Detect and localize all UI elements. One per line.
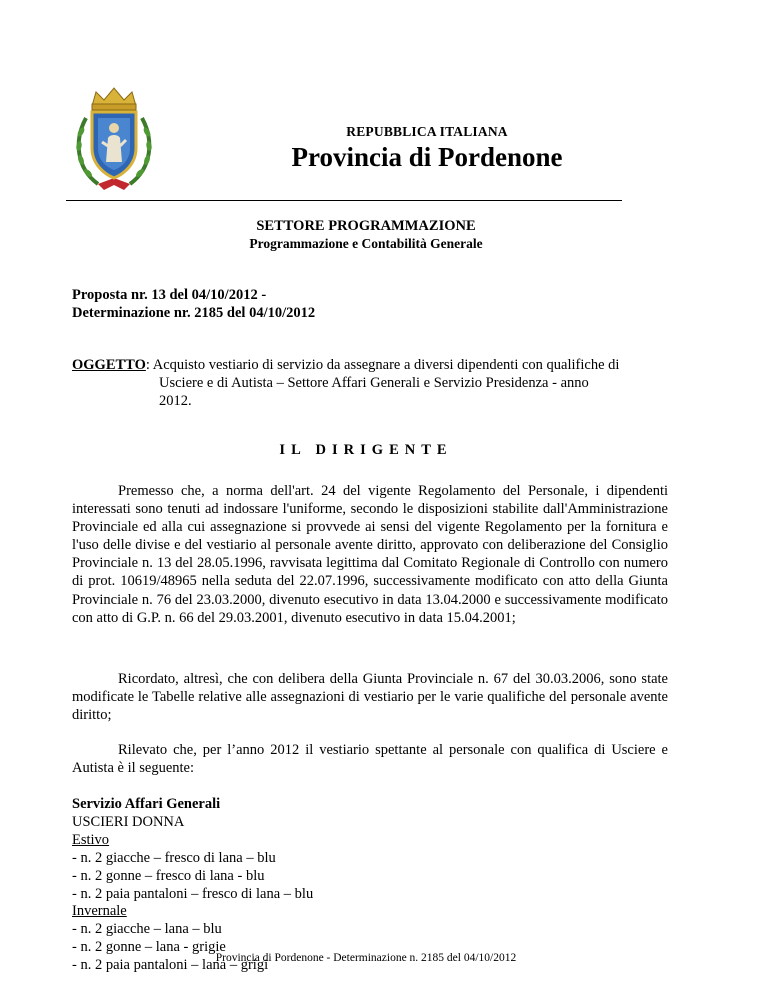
subject-continuation: Usciere e di Autista – Settore Affari Generali e Servizio Presidenza - anno — [159, 375, 589, 391]
header-divider — [66, 200, 622, 201]
list-item: - n. 2 giacche – lana – blu — [72, 921, 222, 938]
winter-heading: Invernale — [72, 903, 127, 920]
subject-text: : Acquisto vestiario di servizio da assegnare a diversi dipendenti con qualifiche di — [145, 357, 620, 373]
paragraph-premesso — [72, 482, 668, 627]
paragraph-rilevato — [72, 741, 668, 777]
list-item: - n. 2 gonne – lana - grigie — [72, 939, 226, 956]
subject-continuation-end: 2012. — [159, 393, 192, 409]
republic-heading: REPUBBLICA ITALIANA — [346, 124, 508, 139]
sector-name: SETTORE PROGRAMMAZIONE — [256, 218, 476, 234]
summer-heading: Estivo — [72, 831, 110, 848]
subject-line — [72, 356, 668, 374]
list-item: - n. 2 giacche – fresco di lana – blu — [72, 849, 276, 866]
paragraph-ricordato — [72, 670, 668, 724]
paragraph-text: Ricordato, altresì, che con delibera della Giunta Provinciale n. 67 del 30.03.2006, sono state modificate le Tabelle relative alle assegnazioni di vestiario per le varie qualifiche del personale avente diritto; — [72, 671, 668, 724]
proposal-number: Proposta nr. 13 del 04/10/2012 - — [72, 287, 267, 303]
section-heading: IL DIRIGENTE — [279, 442, 453, 458]
page-title: Provincia di Pordenone — [291, 142, 563, 172]
determination-number: Determinazione nr. 2185 del 04/10/2012 — [72, 305, 316, 321]
paragraph-text: Rilevato che, per l’anno 2012 il vestiario spettante al personale con qualifica di Usciere e Autista è il seguente: — [72, 742, 668, 777]
clothing-list — [72, 796, 313, 975]
list-item: - n. 2 gonne – fresco di lana - blu — [72, 867, 265, 884]
page-footer: Provincia di Pordenone - Determinazione n. 2185 del 04/10/2012 — [215, 952, 517, 964]
paragraph-text: Premesso che, a norma dell'art. 24 del vigente Regolamento del Personale, i dipendenti interessati sono tenuti ad indossare l'uniforme, secondo le disposizioni stabilite dall'Amministrazione Provinciale ed alla cui assegnazione si provvede ai sensi del vigente Regolamento per la fornitura e l'uso delle divise e del vestiario al personale avente diritto, approvato con deliberazione del Consiglio Provinciale n. 13 del 28.05.1996, ravvisata legittima dal Comitato Regionale di Controllo con numero di prot. 10619/48965 nella seduta del 22.07.1996, successivamente modificato con atto della Giunta Provinciale n. 76 del 23.03.2000, divenuto esecutivo in data 13.04.2000 e successivamente modificato con atto di G.P. n. 66 del 29.03.2001, divenuto esecutivo in data 15.04.2001; — [72, 483, 668, 626]
subject-label: OGGETTO — [72, 357, 146, 373]
coat-of-arms-icon — [72, 84, 156, 196]
sector-office: Programmazione e Contabilità Generale — [249, 236, 483, 251]
category-heading: USCIERI DONNA — [72, 813, 185, 830]
service-heading: Servizio Affari Generali — [72, 796, 221, 812]
list-item: - n. 2 paia pantaloni – fresco di lana – blu — [72, 885, 314, 902]
list-item: - n. 2 paia pantaloni – lana – grigi — [72, 957, 269, 974]
